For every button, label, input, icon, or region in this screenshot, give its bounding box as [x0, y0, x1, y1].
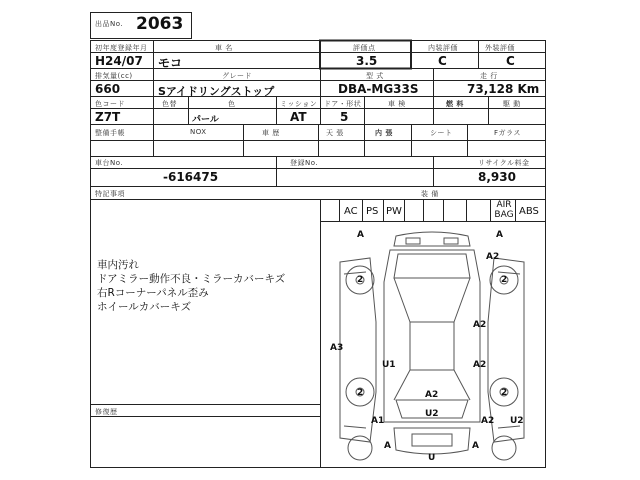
color-value: パール — [192, 115, 219, 125]
damage-mark: A — [384, 441, 391, 451]
damage-mark: A2 — [481, 416, 495, 426]
reg-year-value: H24/07 — [95, 54, 143, 68]
damage-mark: A1 — [371, 416, 385, 426]
mileage-value: 73,128 Km — [467, 82, 540, 96]
manual-header: 整備手帳 — [95, 129, 125, 137]
damage-mark: U — [428, 453, 436, 463]
interior-header: 内装評価 — [428, 44, 458, 52]
car-damage-diagram — [320, 222, 546, 467]
damage-mark: A2 — [473, 360, 487, 370]
transmission-value: AT — [290, 110, 307, 124]
model-code-header: 型 式 — [366, 72, 384, 80]
transmission-header: ミッション — [280, 100, 318, 108]
damage-mark: 2 — [357, 275, 364, 285]
chassis-no-header: 車台No. — [95, 159, 124, 167]
mileage-header: 走 行 — [480, 72, 498, 80]
damage-mark: U2 — [425, 409, 439, 419]
equip-airbag: AIR BAG — [494, 200, 514, 220]
doors-header: ドア・形状 — [324, 100, 362, 108]
recycle-value: 8,930 — [478, 170, 516, 184]
damage-mark: 2 — [357, 388, 364, 398]
exterior-header: 外装評価 — [485, 44, 515, 52]
drive-header: 駆 動 — [503, 100, 521, 108]
color-change-header: 色替 — [162, 100, 177, 108]
seat-header: シート — [430, 129, 453, 137]
interior2-header: 内 張 — [375, 129, 393, 137]
reg-year-header: 初年度登録年月 — [95, 44, 148, 52]
equip-ps: PS — [366, 206, 379, 217]
color-code-header: 色コード — [95, 100, 125, 108]
score-value: 3.5 — [356, 54, 378, 68]
fuel-header: 燃 料 — [446, 100, 464, 108]
lot-number: 2063 — [136, 14, 184, 34]
displacement-header: 排気量(cc) — [95, 72, 133, 80]
damage-mark: A — [472, 441, 479, 451]
chassis-no-value: -616475 — [163, 170, 219, 184]
equip-abs: ABS — [519, 206, 539, 217]
doors-value: 5 — [340, 110, 349, 124]
history-header: 車 歴 — [262, 129, 280, 137]
color-header: 色 — [228, 100, 236, 108]
damage-mark: A2 — [486, 252, 500, 262]
model-code-value: DBA-MG33S — [338, 82, 419, 96]
damage-mark: A — [357, 230, 364, 240]
damage-mark: 2 — [501, 388, 508, 398]
grade-header: グレード — [222, 72, 252, 80]
damage-mark: A2 — [473, 320, 487, 330]
damage-mark: 2 — [501, 275, 508, 285]
inspection-header: 車 検 — [388, 100, 406, 108]
remarks-header: 特記事項 — [95, 190, 125, 198]
remark-line: 右Rコーナーパネル歪み — [97, 287, 209, 299]
score-header: 評価点 — [353, 44, 376, 52]
nox-header: NOX — [190, 128, 207, 136]
remarks-list — [97, 258, 285, 314]
model-name-value: モコ — [158, 56, 183, 70]
equipment-header: 装 備 — [421, 190, 439, 198]
remark-line: ドアミラー動作不良・ミラーカバーキズ — [97, 273, 286, 285]
equip-pw: PW — [386, 206, 402, 217]
interior-value: C — [438, 54, 447, 68]
damage-mark: A3 — [330, 343, 344, 353]
damage-mark: A — [496, 230, 503, 240]
f-glass-header: Fガラス — [494, 129, 521, 137]
damage-mark: U1 — [382, 360, 396, 370]
grade-value: Sアイドリングストップ — [158, 85, 275, 98]
damage-mark: U2 — [510, 416, 524, 426]
damage-mark: A2 — [425, 390, 439, 400]
repair-header: 修復歴 — [95, 408, 118, 416]
sunroof-header: 天 張 — [326, 129, 344, 137]
recycle-header: リサイクル料金 — [478, 159, 530, 167]
lot-label: 出品No. — [95, 20, 124, 28]
reg-no-header: 登録No. — [290, 159, 319, 167]
equip-ac: AC — [344, 206, 358, 217]
remark-line: 車内汚れ — [97, 259, 139, 271]
model-name-header: 車 名 — [215, 44, 233, 52]
remark-line: ホイールカバーキズ — [97, 301, 192, 313]
displacement-value: 660 — [95, 82, 121, 96]
exterior-value: C — [506, 54, 515, 68]
color-code-value: Z7T — [95, 110, 121, 124]
